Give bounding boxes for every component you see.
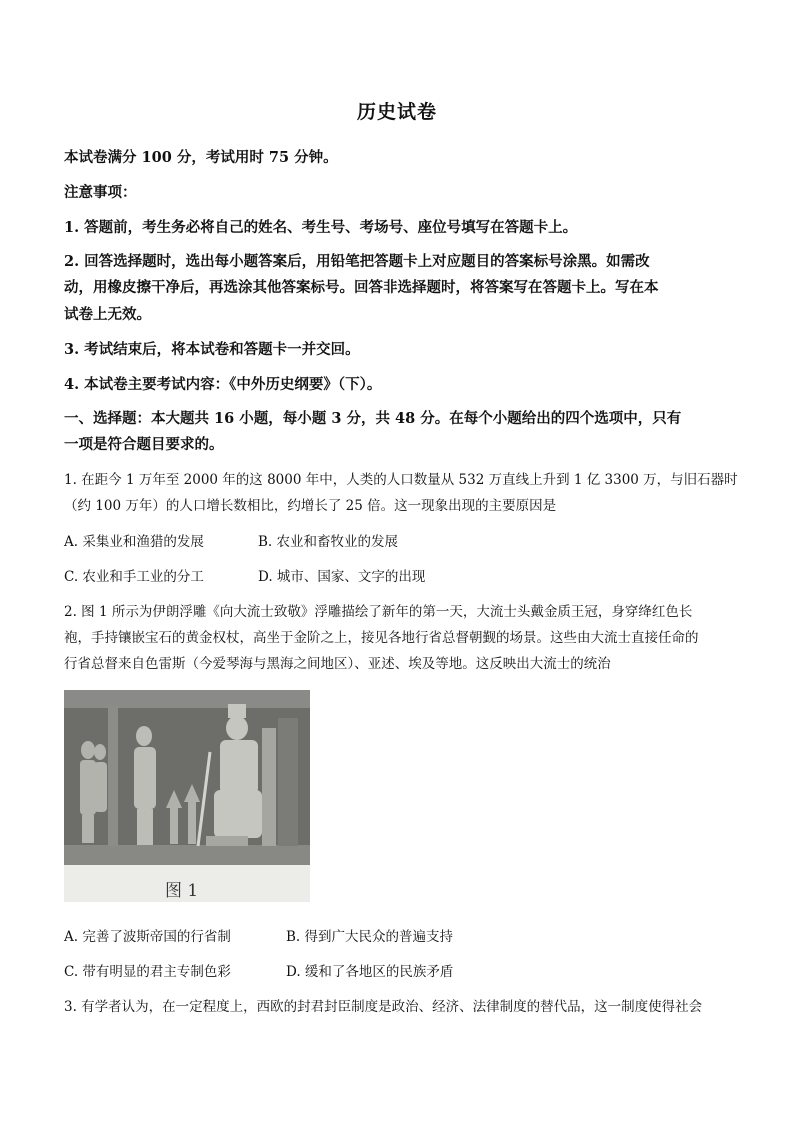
q2-option-a: A. 完善了波斯帝国的行省制	[64, 929, 231, 945]
notice-line: 4. 本试卷主要考试内容：《中外历史纲要》（下）。	[64, 376, 382, 393]
q1-option-a: A. 采集业和渔猎的发展	[64, 534, 204, 550]
notice-line: 2. 回答选择题时，选出每小题答案后，用铅笔把答题卡上对应题目的答案标号涂黑。如需改	[64, 253, 650, 270]
q2-option-c: C. 带有明显的君主专制色彩	[64, 964, 231, 980]
exam-intro: 本试卷满分 100 分，考试用时 75 分钟。	[64, 149, 338, 166]
notice-heading: 注意事项：	[64, 184, 137, 201]
relief-figure	[64, 690, 310, 902]
notice-line: 试卷上无效。	[64, 306, 151, 323]
relief-image	[64, 690, 310, 902]
section-heading: 一、选择题：本大题共 16 小题，每小题 3 分，共 48 分。在每个小题给出的四个选项中，只有	[64, 410, 682, 427]
q1-option-d: D. 城市、国家、文字的出现	[258, 569, 426, 585]
exam-title: 历史试卷	[356, 101, 437, 123]
question-2-stem: 袍，手持镶嵌宝石的黄金权杖，高坐于金阶之上，接见各地行省总督朝觐的场景。这些由大流士直接任命的	[64, 630, 699, 646]
question-1-stem: （约 100 万年）的人口增长数相比，约增长了 25 倍。这一现象出现的主要原因是	[64, 498, 557, 514]
question-1-stem: 1. 在距今 1 万年至 2000 年的这 8000 年中，人类的人口数量从 532 万直线上升到 1 亿 3300 万，与旧石器时	[64, 472, 738, 488]
notice-line: 动，用橡皮擦干净后，再选涂其他答案标号。回答非选择题时，将答案写在答题卡上。写在本	[64, 279, 659, 296]
q1-option-c: C. 农业和手工业的分工	[64, 569, 204, 585]
question-2-stem: 行省总督来自色雷斯（今爱琴海与黑海之间地区）、亚述、埃及等地。这反映出大流士的统治	[64, 656, 611, 672]
notice-line: 3. 考试结束后，将本试卷和答题卡一并交回。	[64, 341, 360, 358]
section-heading: 一项是符合题目要求的。	[64, 436, 224, 453]
question-2-stem: 2. 图 1 所示为伊朗浮雕《向大流士致敬》浮雕描绘了新年的第一天，大流士头戴金质王冠，身穿绛红色长	[64, 604, 693, 620]
q2-option-b: B. 得到广大民众的普遍支持	[286, 929, 454, 945]
q2-option-d: D. 缓和了各地区的民族矛盾	[286, 964, 454, 980]
q1-option-b: B. 农业和畜牧业的发展	[258, 534, 399, 550]
notice-line: 1. 答题前，考生务必将自己的姓名、考生号、考场号、座位号填写在答题卡上。	[64, 219, 578, 236]
figure-caption: 图 1	[165, 881, 199, 901]
question-3-stem: 3. 有学者认为，在一定程度上，西欧的封君封臣制度是政治、经济、法律制度的替代品，这一制度使得社会	[64, 999, 703, 1015]
